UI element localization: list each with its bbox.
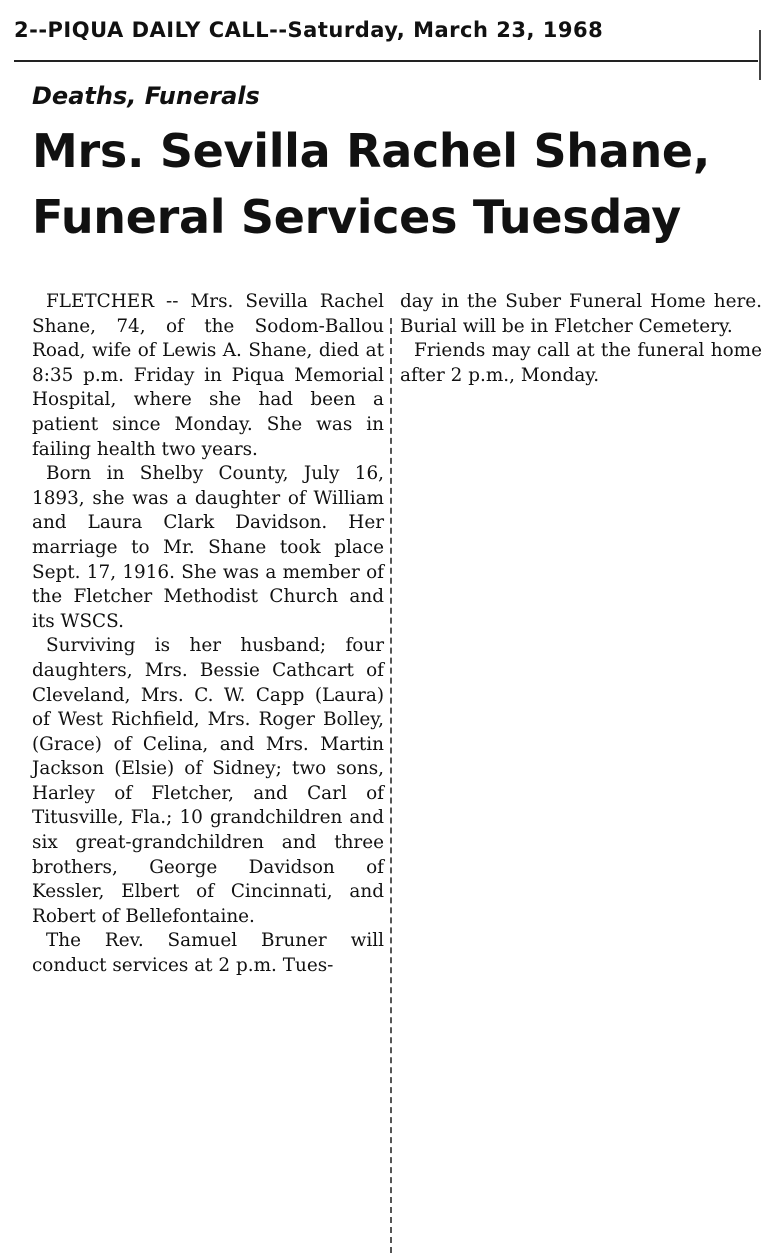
paragraph: FLETCHER -- Mrs. Sevilla Rachel Shane, 74, of the Sodom-Ballou Road, wife of Lewis A. Shane, died at 8:35 p.m. Friday in Piqua Memorial Hospital, where she had been a patient since Monday. She was in failing health two years. xyxy=(32,291,384,460)
paragraph: day in the Suber Funeral Home here. Burial will be in Fletcher Cemetery. xyxy=(400,291,762,337)
headline-line-1: Mrs. Sevilla Rachel Shane, xyxy=(32,124,711,178)
paragraph: Born in Shelby County, July 16, 1893, she was a daughter of William and Laura Clark Davidson. Her marriage to Mr. Shane took place Sept. 17, 1916. She was a member of the Fletcher Methodist Church and its WSCS. xyxy=(32,463,384,632)
paragraph: The Rev. Samuel Bruner will conduct services at 2 p.m. Tues- xyxy=(32,930,384,977)
page-header: 2--PIQUA DAILY CALL--Saturday, March 23, 1968 xyxy=(14,18,604,42)
article-column-1 xyxy=(32,290,384,979)
headline xyxy=(32,118,752,250)
paragraph: Friends may call at the funeral home after 2 p.m., Monday. xyxy=(400,340,762,386)
section-label: Deaths, Funerals xyxy=(32,82,260,110)
headline-line-2: Funeral Services Tuesday xyxy=(32,190,681,244)
article-column-2 xyxy=(400,290,762,388)
edge-rule xyxy=(759,30,761,80)
header-rule xyxy=(14,60,758,62)
paragraph: Surviving is her husband; four daughters, Mrs. Bessie Cathcart of Cleveland, Mrs. C. W. Capp (Laura) of West Richfield, Mrs. Roger Bolley, (Grace) of Celina, and Mrs. Martin Jackson (Elsie) of Sidney; two sons, Harley of Fletcher, and Carl of Titusville, Fla.; 10 grandchildren and six great-grandchildren and three brothers, George Davidson of Kessler, Elbert of Cincinnati, and Robert of Bellefontaine. xyxy=(32,635,384,927)
column-divider xyxy=(390,318,392,1253)
